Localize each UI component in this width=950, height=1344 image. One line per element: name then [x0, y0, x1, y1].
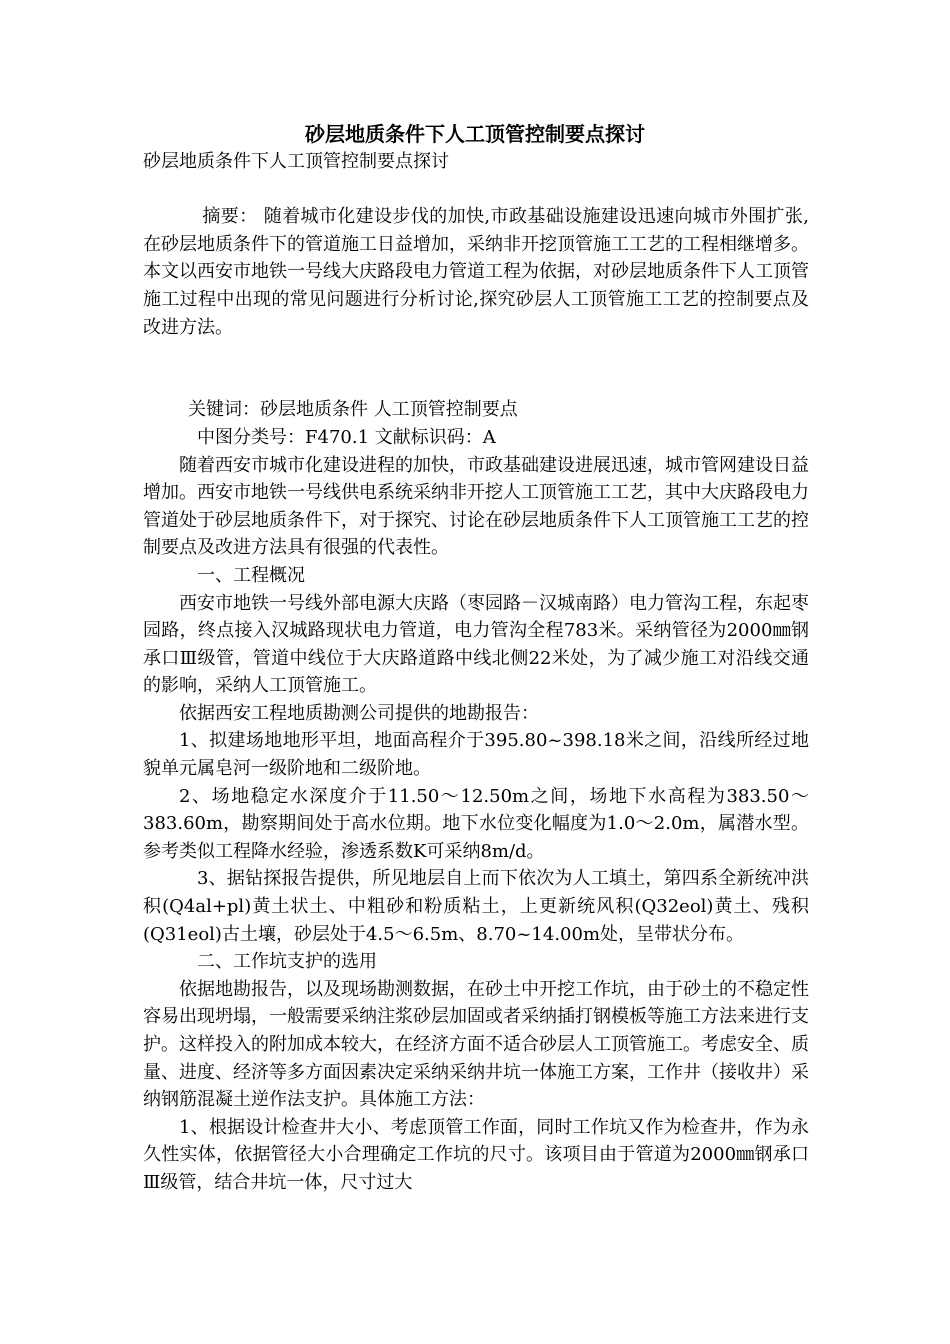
spacer: [143, 369, 809, 397]
abstract-paragraph: 摘要： 随着城市化建设步伐的加快,市政基础设施建设迅速向城市外围扩张,在砂层地质条件下的管道施工日益增加，采纳非开挖顶管施工工艺的工程相继增多。本文以西安市地铁一号线大庆路段电力管道工程为依据，对砂层地质条件下人工顶管施工过程中出现的常见问题进行分析讨论,探究砂层人工顶管施工工艺的控制要点及改进方法。: [143, 206, 809, 338]
section1-paragraph-1: 西安市地铁一号线外部电源大庆路（枣园路－汉城南路）电力管沟工程，东起枣园路，终点接入汉城路现状电力管道，电力管沟全程783米。采纳管径为2000㎜钢承口Ⅲ级管，管道中线位于大庆路道路中线北侧22米处，为了减少施工对沿线交通的影响，采纳人工顶管施工。: [143, 592, 809, 697]
section1-paragraph-2: 依据西安工程地质勘测公司提供的地勘报告：: [179, 702, 539, 724]
keywords-line: 关键词：砂层地质条件 人工顶管控制要点: [188, 399, 518, 421]
section-heading-2: 二、工作坑支护的选用: [197, 951, 377, 973]
spacer: [143, 341, 809, 369]
section-heading-1: 一、工程概况: [197, 564, 305, 586]
section2-list-item-1: 1、根据设计检查井大小、考虑顶管工作面，同时工作坑又作为检查井，作为永久性实体，依据管径大小合理确定工作坑的尺寸。该项目由于管道为2000㎜钢承口Ⅲ级管，结合井坑一体，尺寸过大: [143, 1116, 809, 1193]
section1-list-item-3: 3、据钻探报告提供，所见地层自上而下依次为人工填土，第四系全新统冲洪积(Q4al+pl)黄土状土、中粗砂和粉质粘土，上更新统风积(Q32eol)黄土、残积(Q31eol)古土壤，砂层处于4.5～6.5m、8.70~14.00m处，呈带状分布。: [143, 868, 809, 945]
document-subtitle: 砂层地质条件下人工顶管控制要点探讨: [143, 151, 449, 172]
section2-paragraph-1: 依据地勘报告，以及现场勘测数据，在砂土中开挖工作坑，由于砂土的不稳定性容易出现坍塌，一般需要采纳注浆砂层加固或者采纳插打钢模板等施工方法来进行支护。这样投入的附加成本较大，在经济方面不适合砂层人工顶管施工。考虑安全、质量、进度、经济等多方面因素决定采纳采纳井坑一体施工方案，工作井（接收井）采纳钢筋混凝土逆作法支护。具体施工方法：: [143, 978, 809, 1111]
document-body: [143, 148, 809, 1197]
intro-paragraph: 随着西安市城市化建设进程的加快，市政基础建设进展迅速，城市管网建设日益增加。西安市地铁一号线供电系统采纳非开挖人工顶管施工工艺，其中大庆路段电力管道处于砂层地质条件下，对于探究、讨论在砂层地质条件下人工顶管施工工艺的控制要点及改进方法具有很强的代表性。: [143, 454, 809, 559]
section1-list-item-1: 1、拟建场地地形平坦，地面高程介于395.80~398.18米之间，沿线所经过地貌单元属皂河一级阶地和二级阶地。: [143, 730, 809, 780]
document-title: 砂层地质条件下人工顶管控制要点探讨: [305, 122, 645, 146]
section1-list-item-2: 2、场地稳定水深度介于11.50～12.50m之间，场地下水高程为383.50～383.60m，勘察期间处于高水位期。地下水位变化幅度为1.0～2.0m，属潜水型。参考类似工程降水经验，渗透系数K可采纳8m/d。: [143, 785, 809, 862]
classification-line: 中图分类号：F470.1 文献标识码：A: [197, 426, 496, 448]
